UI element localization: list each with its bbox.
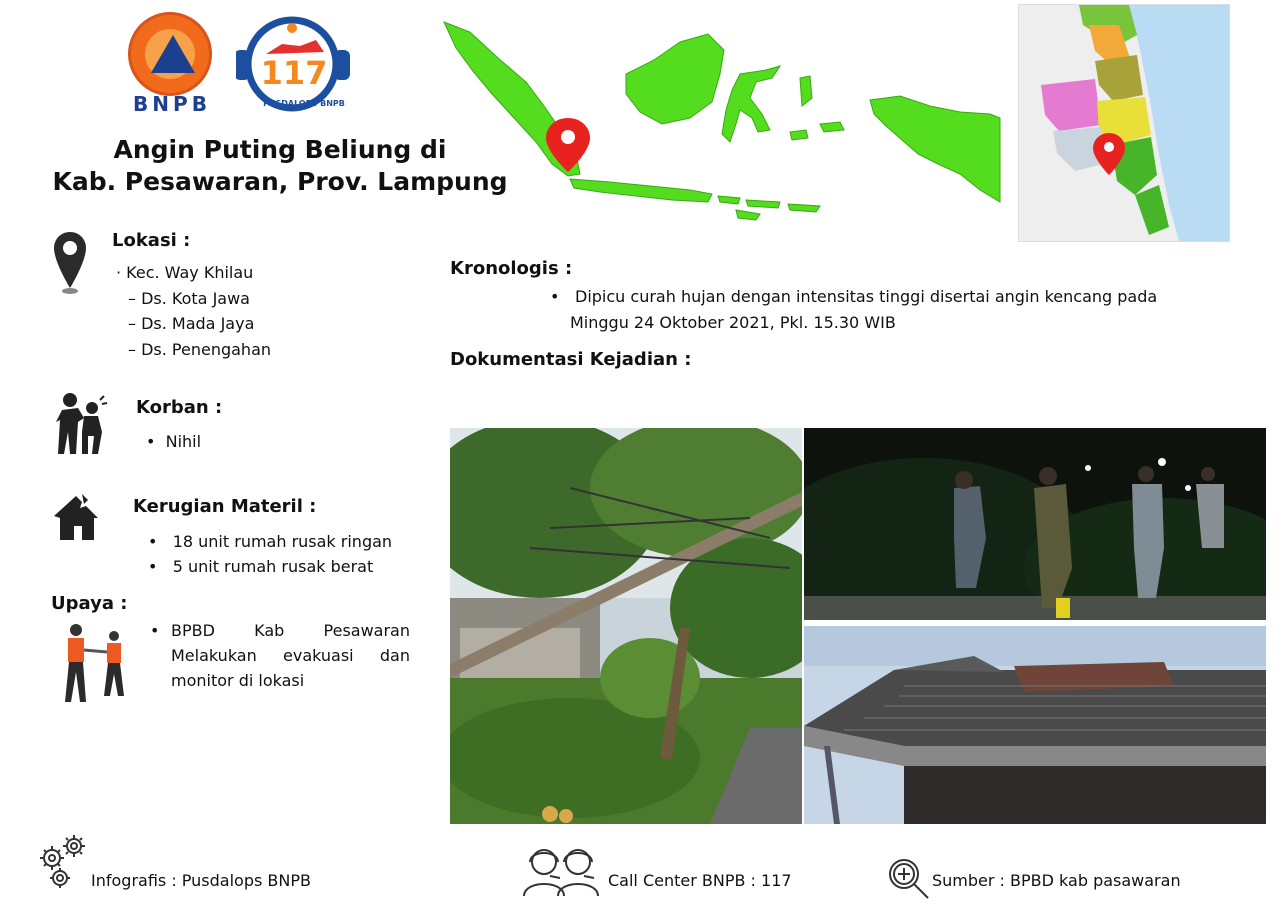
dokumentasi-heading: Dokumentasi Kejadian : <box>450 349 692 370</box>
lokasi-desa-1: – Ds. Kota Jawa <box>128 289 250 308</box>
footer-sumber: Sumber : BPBD kab pasawaran <box>932 871 1181 890</box>
map-pin-icon <box>52 230 88 296</box>
korban-heading: Korban : <box>136 397 223 418</box>
lokasi-heading: Lokasi : <box>112 230 191 251</box>
house-damage-icon <box>52 492 108 542</box>
gears-icon <box>38 832 92 892</box>
bnpb-logo <box>128 12 212 96</box>
footer-infografis: Infografis : Pusdalops BNPB <box>91 871 311 890</box>
lokasi-desa-2: – Ds. Mada Jaya <box>128 314 255 333</box>
korban-item-text: Nihil <box>165 432 202 451</box>
photo-damaged-roof <box>804 626 1266 824</box>
kerugian-item-2: • 5 unit rumah rusak berat <box>148 557 374 576</box>
kronologis-line-1: Dipicu curah hujan dengan intensitas tinggi disertai angin kencang pada <box>575 287 1158 306</box>
korban-item: • Nihil <box>146 432 202 451</box>
bnpb-triangle-icon <box>145 27 201 83</box>
lokasi-kecamatan: · Kec. Way Khilau <box>116 263 254 282</box>
svg-text:117: 117 <box>260 54 328 92</box>
search-plus-icon <box>886 856 932 902</box>
lokasi-desa-3: – Ds. Penengahan <box>128 340 272 359</box>
upaya-item <box>150 618 410 693</box>
title-line-2: Kab. Pesawaran, Prov. Lampung <box>52 167 508 196</box>
title-line-1: Angin Puting Beliung di <box>113 135 447 164</box>
photo-fallen-pole <box>450 428 802 824</box>
call-center-icon <box>520 844 602 898</box>
footer-callcenter: Call Center BNPB : 117 <box>608 871 792 890</box>
rescue-workers-icon <box>60 622 130 708</box>
kronologis-line-2: Minggu 24 Oktober 2021, Pkl. 15.30 WIB <box>570 313 896 332</box>
kronologis-bullet: • <box>550 287 560 306</box>
bnpb-label: BNPB <box>133 92 211 116</box>
kerugian-item-2-text: 5 unit rumah rusak berat <box>172 557 374 576</box>
kerugian-item-1: • 18 unit rumah rusak ringan <box>148 532 393 551</box>
kerugian-heading: Kerugian Materil : <box>133 496 317 517</box>
kronologis-heading: Kronologis : <box>450 258 573 279</box>
upaya-text: BPBD Kab Pesawaran Melakukan evakuasi dan monitor di lokasi <box>171 621 410 690</box>
photo-night-scene <box>804 428 1266 620</box>
pusdalops-117-logo <box>236 14 352 114</box>
upaya-heading: Upaya : <box>51 593 128 614</box>
victims-icon <box>52 392 108 458</box>
lampung-map <box>1018 4 1230 242</box>
upaya-bullet: • <box>150 621 160 640</box>
pusdalops-label: PUSDALOPS BNPB <box>263 99 345 108</box>
kerugian-item-1-text: 18 unit rumah rusak ringan <box>172 532 393 551</box>
indonesia-map <box>440 14 1005 224</box>
